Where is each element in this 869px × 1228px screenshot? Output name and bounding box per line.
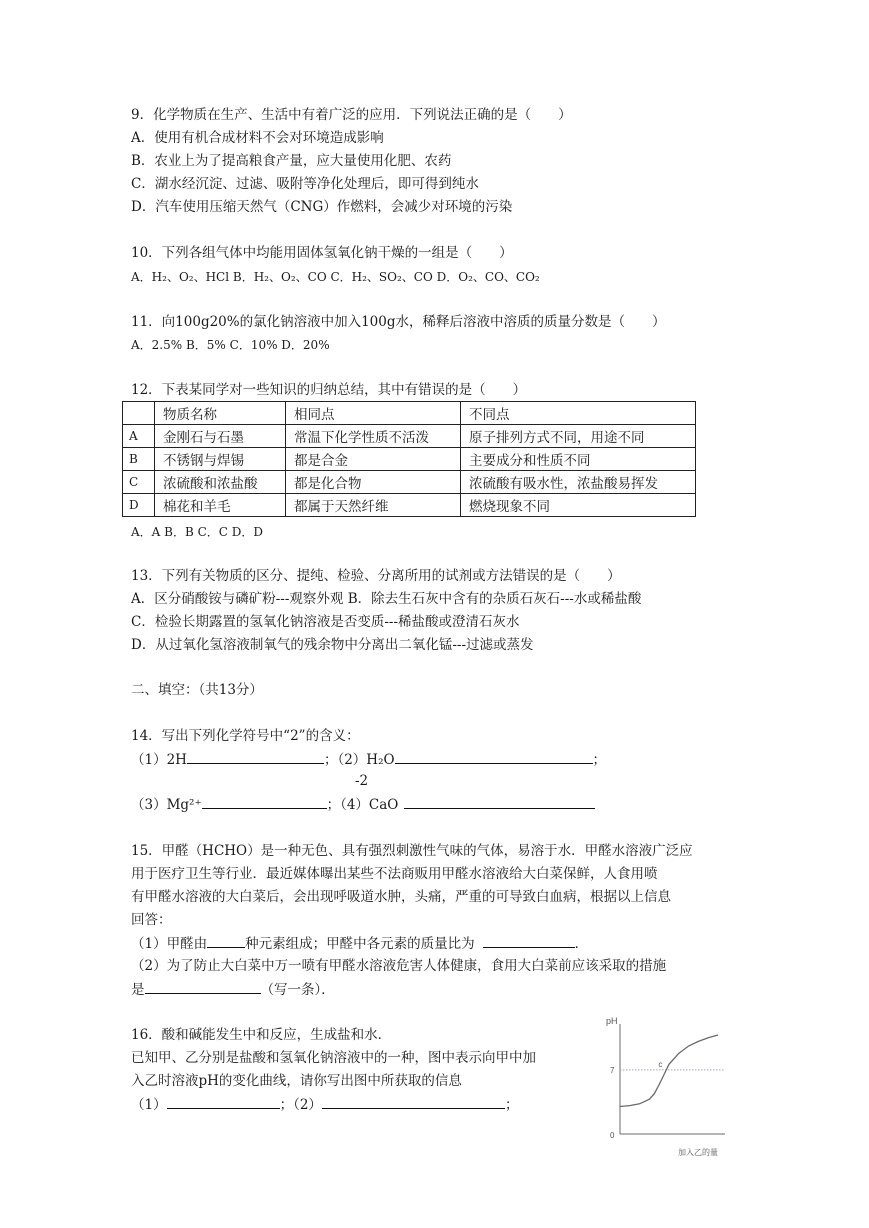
table-cell: 都属于天然纤维 <box>286 494 461 517</box>
q16-line-3: 入乙时溶液pH的变化曲线，请你写出图中所获取的信息 <box>131 1073 462 1089</box>
q13-option-d: D．从过氧化氢溶液制氧气的残余物中分离出二氧化锰---过滤或蒸发 <box>131 637 534 653</box>
q14-part-4: ；（4）CaO <box>326 797 399 813</box>
q13-option-c: C．检验长期露置的氢氧化钠溶液是否变质---稀盐酸或澄清石灰水 <box>131 614 520 630</box>
origin-label: 0 <box>610 1131 615 1140</box>
q15-line-3: 有甲醛水溶液的大白菜后，会出现呼吸道水肿，头痛，严重的可导致白血病，根据以上信息 <box>131 889 671 905</box>
table-cell: B <box>123 448 155 471</box>
neutral-point-label: c <box>658 1059 663 1069</box>
q9-stem: 9．化学物质在生产、生活中有着广泛的应用．下列说法正确的是（ ） <box>131 107 572 123</box>
q9-option-a: A．使用有机合成材料不会对环境造成影响 <box>131 130 384 146</box>
table-cell: 燃烧现象不同 <box>461 494 696 517</box>
q9-option-c: C．湖水经沉淀、过滤、吸附等净化处理后，即可得到纯水 <box>131 176 479 192</box>
q10-options: A．H₂、O₂、HCl B．H₂、O₂、CO C．H₂、SO₂、CO D．O₂、CO、CO₂ <box>131 270 540 284</box>
answer-blank[interactable] <box>395 750 593 764</box>
table-cell: 不锈钢与焊锡 <box>155 448 286 471</box>
table-cell: 棉花和羊毛 <box>155 494 286 517</box>
answer-blank[interactable] <box>167 1095 280 1109</box>
x-axis-label: 加入乙的量 <box>678 1148 718 1157</box>
q16-line-2: 已知甲、乙分别是盐酸和氢氧化钠溶液中的一种，图中表示向甲中加 <box>131 1050 536 1066</box>
table-row <box>123 448 696 471</box>
q15-sub-1-end: ． <box>574 936 589 952</box>
q14-part-2-end: ； <box>592 752 607 768</box>
q16-part-2: ；（2） <box>279 1097 322 1113</box>
table-cell: 常温下化学性质不活泼 <box>286 425 461 448</box>
q12-options: A．A B．B C．C D．D <box>131 525 264 539</box>
table-cell: 浓硫酸和浓盐酸 <box>155 471 286 494</box>
valence-mark: -2 <box>355 773 369 789</box>
table-header-row <box>123 402 696 425</box>
ph-curve-chart <box>600 1012 735 1162</box>
q10-stem: 10．下列各组气体中均能用固体氢氧化钠干燥的一组是（ ） <box>131 245 513 261</box>
table-cell: 都是合金 <box>286 448 461 471</box>
knowledge-summary-table <box>122 401 696 517</box>
table-row <box>123 494 696 517</box>
q15-line-4: 回答： <box>131 912 172 928</box>
table-row <box>123 471 696 494</box>
q14-part-3: （3）Mg²⁺ <box>131 797 202 813</box>
q16-part-1: （1） <box>131 1097 167 1113</box>
q16-part-3: ； <box>504 1097 519 1113</box>
answer-blank[interactable] <box>483 934 575 948</box>
section-heading: 二、填空：（共13分） <box>131 682 263 698</box>
q15-sub-2-line-2 <box>131 980 335 999</box>
q15-sub-2: （2）为了防止大白菜中万一喷有甲醛水溶液危害人体健康，食用大白菜前应该采取的措施 <box>131 958 667 974</box>
q13-option-ab: A．区分硝酸铵与磷矿粉---观察外观 B．除去生石灰中含有的杂质石灰石---水或稀盐酸 <box>131 591 642 607</box>
table-cell: D <box>123 494 155 517</box>
table-cell: 都是化合物 <box>286 471 461 494</box>
y-axis-label: pH <box>606 1016 618 1026</box>
table-cell <box>123 402 155 425</box>
q13-stem: 13．下列有关物质的区分、提纯、检验、分离所用的试剂或方法错误的是（ ） <box>131 568 621 584</box>
q9-option-b: B．农业上为了提高粮食产量，应大量使用化肥、农药 <box>131 153 452 169</box>
table-cell: 浓硫酸有吸水性，浓盐酸易挥发 <box>461 471 696 494</box>
q14-part-2: ；（2）H₂O <box>323 752 395 768</box>
q11-stem: 11．向100g20%的氯化钠溶液中加入100g水，稀释后溶液中溶质的质量分数是（ ） <box>131 314 666 330</box>
table-cell: 相同点 <box>286 402 461 425</box>
q15-sub-1 <box>131 934 588 953</box>
ph-curve <box>620 1035 718 1107</box>
q15-line-2: 用于医疗卫生等行业．最近媒体曝出某些不法商贩用甲醛水溶液给大白菜保鲜，人食用喷 <box>131 866 658 882</box>
answer-blank[interactable] <box>202 795 327 809</box>
table-cell: 主要成分和性质不同 <box>461 448 696 471</box>
q15-sub-1-text: 种元素组成；甲醛中各元素的质量比为 <box>245 936 475 952</box>
table-cell: C <box>123 471 155 494</box>
ph-7-label: 7 <box>610 1065 615 1075</box>
table-cell: 原子排列方式不同，用途不同 <box>461 425 696 448</box>
q16-answers <box>131 1095 518 1114</box>
q14-part-1: （1）2H <box>131 752 187 768</box>
answer-blank[interactable] <box>207 934 245 948</box>
table-cell: 物质名称 <box>155 402 286 425</box>
q16-line-1: 16．酸和碱能发生中和反应，生成盐和水． <box>131 1027 392 1043</box>
q15-line-1: 15．甲醛（HCHO）是一种无色、具有强烈刺激性气味的气体，易溶于水．甲醛水溶液广泛应 <box>131 843 693 859</box>
answer-blank[interactable] <box>187 750 324 764</box>
q12-stem: 12．下表某同学对一些知识的归纳总结，其中有错误的是（ ） <box>131 382 527 398</box>
q15-sub-2-text: 是 <box>131 982 145 998</box>
q14-line-2 <box>131 795 595 814</box>
q14-stem: 14．写出下列化学符号中“2”的含义： <box>131 728 360 744</box>
q15-sub-2-end: （写一条）． <box>260 982 335 998</box>
table-cell: 不同点 <box>461 402 696 425</box>
q11-options: A．2.5% B．5% C．10% D．20% <box>131 338 330 352</box>
answer-blank[interactable] <box>404 795 595 809</box>
table-cell: 金刚石与石墨 <box>155 425 286 448</box>
q9-option-d: D．汽车使用压缩天然气（CNG）作燃料，会减少对环境的污染 <box>131 199 513 215</box>
answer-blank[interactable] <box>145 980 261 994</box>
q14-line-1 <box>131 750 606 769</box>
answer-blank[interactable] <box>322 1095 505 1109</box>
table-cell: A <box>123 425 155 448</box>
q15-sub-1-text: （1）甲醛由 <box>131 936 208 952</box>
table-row <box>123 425 696 448</box>
